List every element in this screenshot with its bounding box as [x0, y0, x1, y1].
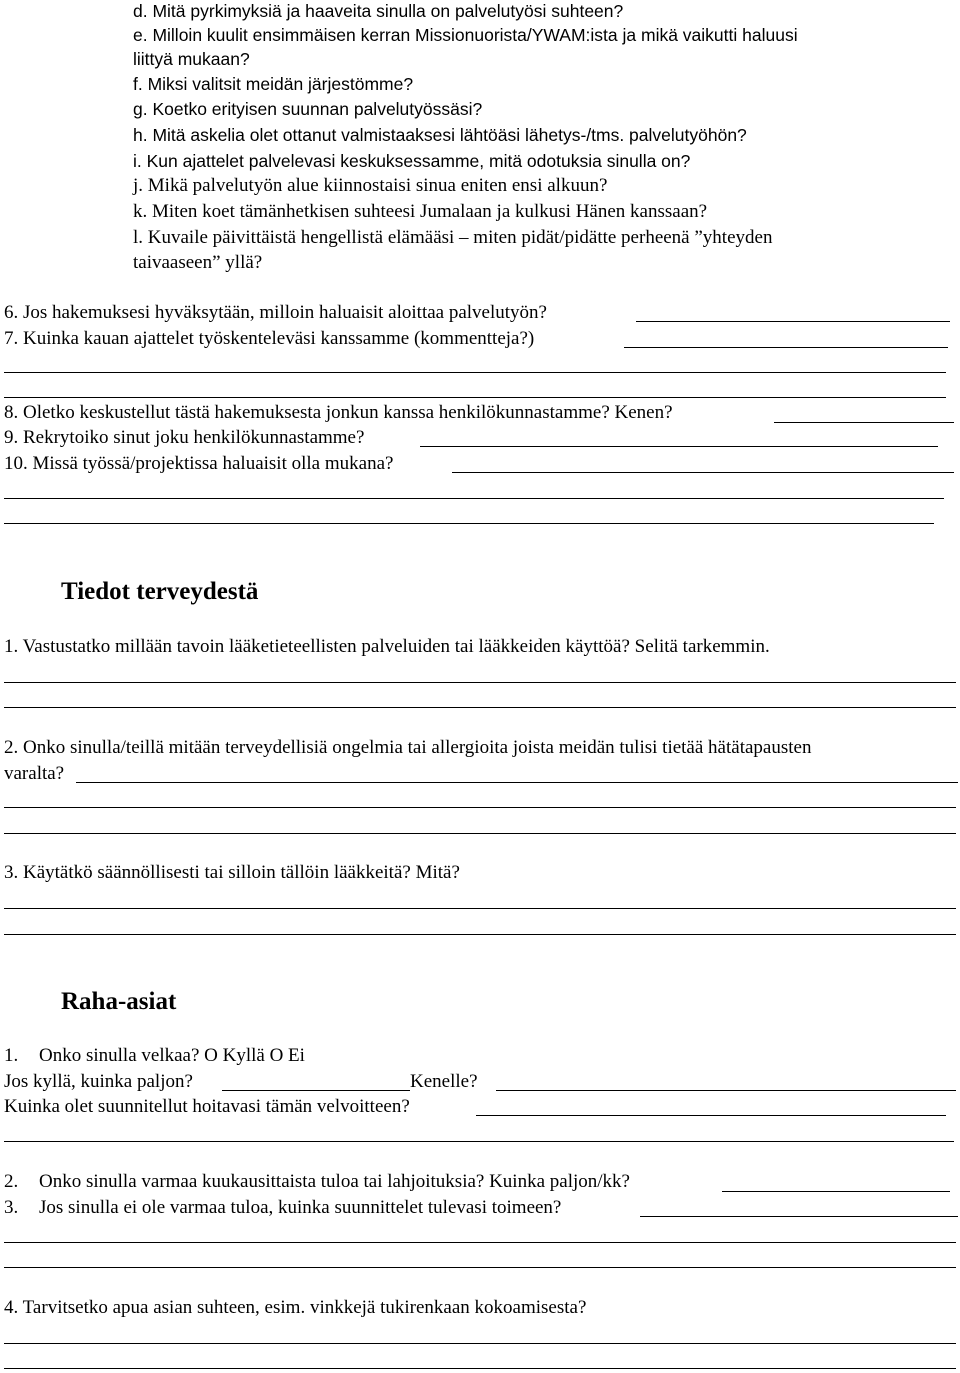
finance-debt-plan-line[interactable] — [476, 1115, 946, 1116]
question-h: h. Mitä askelia olet ottanut valmistaaksesi lähtöäsi lähetys-/tms. palvelutyöhön? — [133, 125, 747, 145]
finance-question-3 — [4, 1197, 561, 1219]
finance-debt-amount-line[interactable] — [222, 1090, 410, 1091]
finance-q3-number: 3. — [4, 1197, 19, 1218]
health-question-2-cont: varalta? — [4, 763, 65, 784]
finance-q1-text: Onko sinulla velkaa? O Kyllä O Ei — [39, 1045, 305, 1066]
finance-debt-amount-label: Jos kyllä, kuinka paljon? — [4, 1071, 193, 1092]
health-question-2: 2. Onko sinulla/teillä mitään terveydellisiä ongelmia tai allergioita joista meidän tulisi tietää hätätapausten — [4, 737, 812, 758]
question-6: 6. Jos hakemuksesi hyväksytään, milloin haluaisit aloittaa palvelutyön? — [4, 302, 547, 323]
finance-answer-line-1b[interactable] — [4, 1141, 954, 1142]
finance-q1-number: 1. — [4, 1045, 19, 1066]
answer-line-10c[interactable] — [4, 523, 934, 524]
answer-line-7c[interactable] — [4, 397, 946, 398]
finance-answer-line-2[interactable] — [722, 1191, 950, 1192]
question-g: g. Koetko erityisen suunnan palvelutyössäsi? — [133, 99, 483, 119]
question-9: 9. Rekrytoiko sinut joku henkilökunnastamme? — [4, 427, 365, 448]
answer-line-8[interactable] — [774, 422, 954, 423]
finance-answer-line-3a[interactable] — [640, 1216, 958, 1217]
question-j: j. Mikä palvelutyön alue kiinnostaisi sinua eniten ensi alkuun? — [133, 175, 608, 196]
question-l-cont: taivaaseen” yllä? — [133, 252, 263, 273]
question-d: d. Mitä pyrkimyksiä ja haaveita sinulla on palvelutyösi suhteen? — [133, 1, 624, 21]
question-e: e. Milloin kuulit ensimmäisen kerran Missionuorista/YWAM:ista ja mikä vaikutti haluusi — [133, 25, 798, 45]
finance-answer-line-4b[interactable] — [4, 1368, 956, 1369]
question-i: i. Kun ajattelet palvelevasi keskuksessamme, mitä odotuksia sinulla on? — [133, 151, 691, 171]
finance-answer-line-3c[interactable] — [4, 1267, 956, 1268]
question-8: 8. Oletko keskustellut tästä hakemuksesta jonkun kanssa henkilökunnastamme? Kenen? — [4, 402, 673, 423]
question-f: f. Miksi valitsit meidän järjestömme? — [133, 74, 414, 94]
finance-debt-recipient-label: Kenelle? — [410, 1071, 478, 1092]
answer-line-10b[interactable] — [4, 498, 944, 499]
health-heading: Tiedot terveydestä — [61, 578, 259, 605]
finance-heading: Raha-asiat — [61, 988, 177, 1015]
answer-line-7b[interactable] — [4, 372, 946, 373]
health-answer-line-1b[interactable] — [4, 707, 956, 708]
finance-answer-line-3b[interactable] — [4, 1242, 956, 1243]
finance-debt-recipient-line[interactable] — [496, 1090, 956, 1091]
health-answer-line-2c[interactable] — [4, 833, 956, 834]
health-question-3: 3. Käytätkö säännöllisesti tai silloin tällöin lääkkeitä? Mitä? — [4, 862, 460, 883]
finance-debt-plan-label: Kuinka olet suunnitellut hoitavasi tämän velvoitteen? — [4, 1096, 410, 1117]
question-e-cont: liittyä mukaan? — [133, 49, 250, 69]
finance-q2-number: 2. — [4, 1171, 19, 1192]
answer-line-9[interactable] — [420, 446, 938, 447]
health-answer-line-2a[interactable] — [76, 782, 958, 783]
finance-question-2 — [4, 1171, 630, 1193]
health-answer-line-1a[interactable] — [4, 682, 956, 683]
finance-question-1 — [4, 1045, 305, 1067]
health-answer-line-2b[interactable] — [4, 807, 956, 808]
answer-line-10[interactable] — [452, 472, 954, 473]
health-answer-line-3a[interactable] — [4, 908, 956, 909]
finance-answer-line-4a[interactable] — [4, 1343, 956, 1344]
answer-line-7[interactable] — [624, 347, 948, 348]
question-7: 7. Kuinka kauan ajattelet työskenteleväsi kanssamme (kommentteja?) — [4, 328, 535, 349]
health-question-1: 1. Vastustatko millään tavoin lääketieteellisten palveluiden tai lääkkeiden käyttöä? Selitä tarkemmin. — [4, 636, 770, 657]
finance-q3-text: Jos sinulla ei ole varmaa tuloa, kuinka suunnittelet tulevasi toimeen? — [39, 1197, 562, 1218]
health-answer-line-3b[interactable] — [4, 934, 956, 935]
question-l: l. Kuvaile päivittäistä hengellistä elämääsi – miten pidät/pidätte perheenä ”yhteyden — [133, 227, 773, 248]
finance-q2-text: Onko sinulla varmaa kuukausittaista tuloa tai lahjoituksia? Kuinka paljon/kk? — [39, 1171, 630, 1192]
finance-question-4: 4. Tarvitsetko apua asian suhteen, esim. vinkkejä tukirenkaan kokoamisesta? — [4, 1297, 587, 1318]
question-k: k. Miten koet tämänhetkisen suhteesi Jumalaan ja kulkusi Hänen kanssaan? — [133, 201, 708, 222]
answer-line-6[interactable] — [636, 321, 950, 322]
question-10: 10. Missä työssä/projektissa haluaisit olla mukana? — [4, 453, 394, 474]
